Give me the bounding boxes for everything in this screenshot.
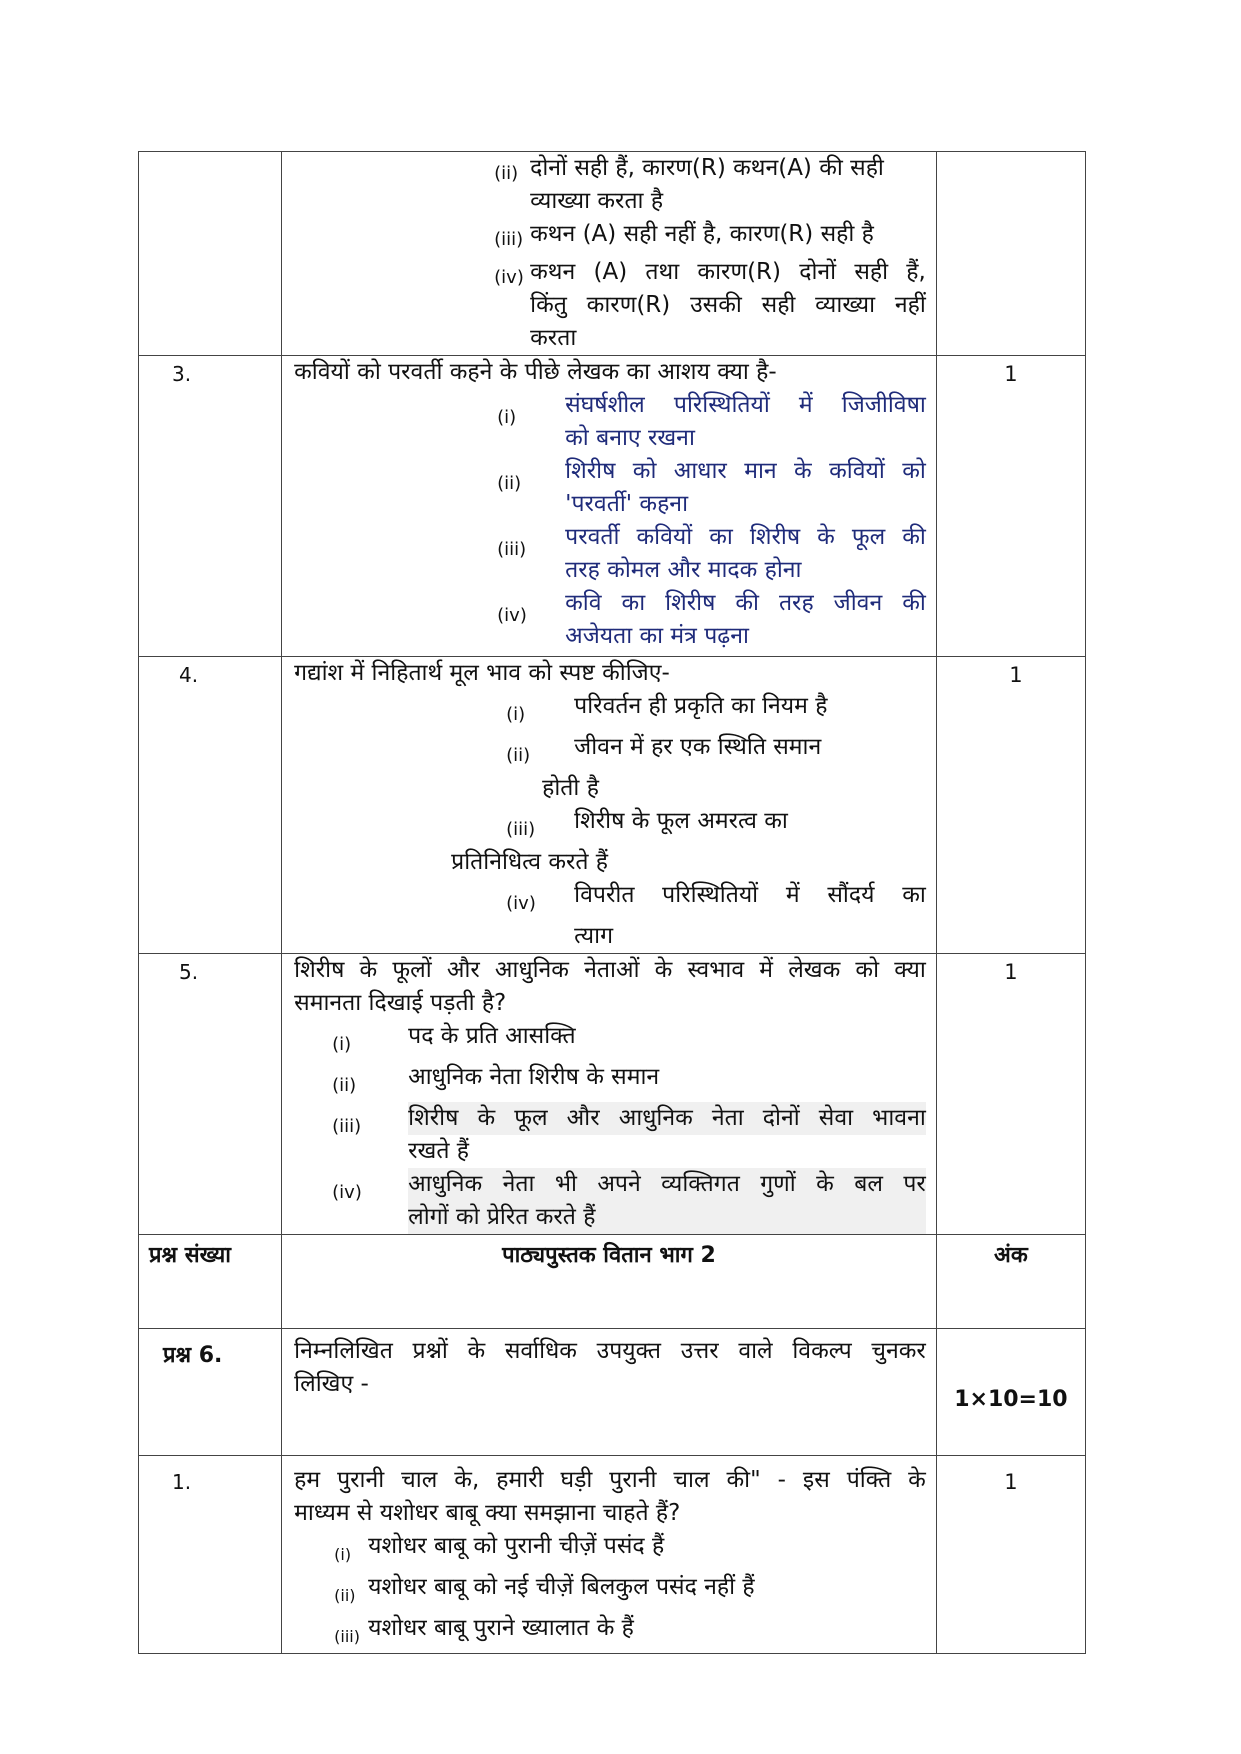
option-i: (i) परिवर्तन ही प्रकृति का नियम है — [506, 693, 828, 725]
table-row — [139, 1456, 1086, 1654]
option-iv: (iv) आधुनिक नेता भी अपने व्यक्तिगत गुणों के बल पर लोगों को प्रेरित करते हैं — [332, 1168, 926, 1234]
question-number: 3. — [139, 356, 282, 657]
option-iii: (iii) यशोधर बाबू पुराने ख्यालात के हैं — [334, 1615, 634, 1646]
question-mark: 1 — [936, 954, 1085, 1235]
table-header-row — [139, 1235, 1086, 1329]
option-iii: (iii) परवर्ती कवियों का शिरीष के फूल की तरह कोमल और मादक होना — [497, 524, 926, 583]
option-ii: (ii) आधुनिक नेता शिरीष के समान — [332, 1064, 660, 1096]
question-number: 1. — [139, 1456, 282, 1654]
question-text: गद्यांश में निहितार्थ मूल भाव को स्पष्ट कीजिए- — [294, 660, 670, 686]
question-number: 5. — [139, 954, 282, 1235]
cell-mark — [936, 152, 1085, 356]
option-iii: (iii) कथन (A) सही नहीं है, कारण(R) सही है — [494, 221, 874, 250]
option-iii: (iii) शिरीष के फूल अमरत्व का प्रतिनिधित्व करते हैं — [451, 808, 788, 875]
question-mark: 1 — [936, 356, 1085, 657]
question-table — [138, 151, 1086, 1654]
option-ii: (ii) जीवन में हर एक स्थिति समान होती है — [506, 734, 822, 801]
cell-qno — [139, 152, 282, 356]
question-mark: 1 — [936, 1456, 1085, 1654]
cell-question — [282, 657, 937, 954]
cell-question: निम्नलिखित प्रश्नों के सर्वाधिक उपयुक्त उत्तर वाले विकल्प चुनकर लिखिए - — [282, 1329, 937, 1456]
table-row — [139, 152, 1086, 356]
question-number: प्रश्न 6. — [139, 1329, 282, 1456]
option-i: (i) यशोधर बाबू को पुरानी चीज़ें पसंद हैं — [334, 1533, 665, 1564]
cell-question — [282, 152, 937, 356]
table-row — [139, 657, 1086, 954]
question-mark: 1 — [936, 657, 1085, 954]
cell-question: हम पुरानी चाल के, हमारी घड़ी पुरानी चाल की" - इस पंक्ति के माध्यम से यशोधर बाबू क्या समझाना चाहते हैं? (i) यशोधर बाबू को पुरानी चीज़ें पसंद हैं (ii) यशोधर बाबू को नई चीज़ें बिलकुल पसंद नहीं हैं (iii) यशोधर बाबू पुराने ख्यालात के हैं — [282, 1456, 937, 1654]
header-question-number: प्रश्न संख्या — [139, 1235, 282, 1329]
option-iv: (iv) कथन (A) तथा कारण(R) दोनों सही हैं, किंतु कारण(R) उसकी सही व्याख्या नहीं करता — [494, 259, 926, 351]
table-row — [139, 1329, 1086, 1456]
option-iv: (iv) कवि का शिरीष की तरह जीवन की अजेयता का मंत्र पढ़ना — [497, 590, 926, 649]
question-text: कवियों को परवर्ती कहने के पीछे लेखक का आशय क्या है- — [294, 359, 777, 385]
header-textbook: पाठ्यपुस्तक वितान भाग 2 — [282, 1235, 937, 1329]
question-text: शिरीष के फूलों और आधुनिक नेताओं के स्वभाव में लेखक को क्या समानता दिखाई पड़ती है? — [294, 957, 926, 1016]
option-ii: (ii) शिरीष को आधार मान के कवियों को 'परवर्ती' कहना — [497, 458, 926, 517]
option-iv: (iv) विपरीत परिस्थितियों में सौंदर्य का त्याग — [506, 882, 926, 949]
question-mark: 1×10=10 — [936, 1329, 1085, 1456]
option-ii: (ii) दोनों सही हैं, कारण(R) कथन(A) की सही व्याख्या करता है — [494, 155, 884, 214]
option-i: (i) पद के प्रति आसक्ति — [332, 1023, 576, 1055]
table-row — [139, 954, 1086, 1235]
table-row — [139, 356, 1086, 657]
option-ii: (ii) यशोधर बाबू को नई चीज़ें बिलकुल पसंद नहीं हैं — [334, 1574, 755, 1605]
question-number: 4. — [139, 657, 282, 954]
header-marks: अंक — [936, 1235, 1085, 1329]
option-iii: (iii) शिरीष के फूल और आधुनिक नेता दोनों सेवा भावना रखते हैं — [332, 1102, 926, 1168]
cell-question — [282, 356, 937, 657]
option-i: (i) संघर्षशील परिस्थितियों में जिजीविषा को बनाए रखना — [497, 392, 926, 451]
cell-question — [282, 954, 937, 1235]
